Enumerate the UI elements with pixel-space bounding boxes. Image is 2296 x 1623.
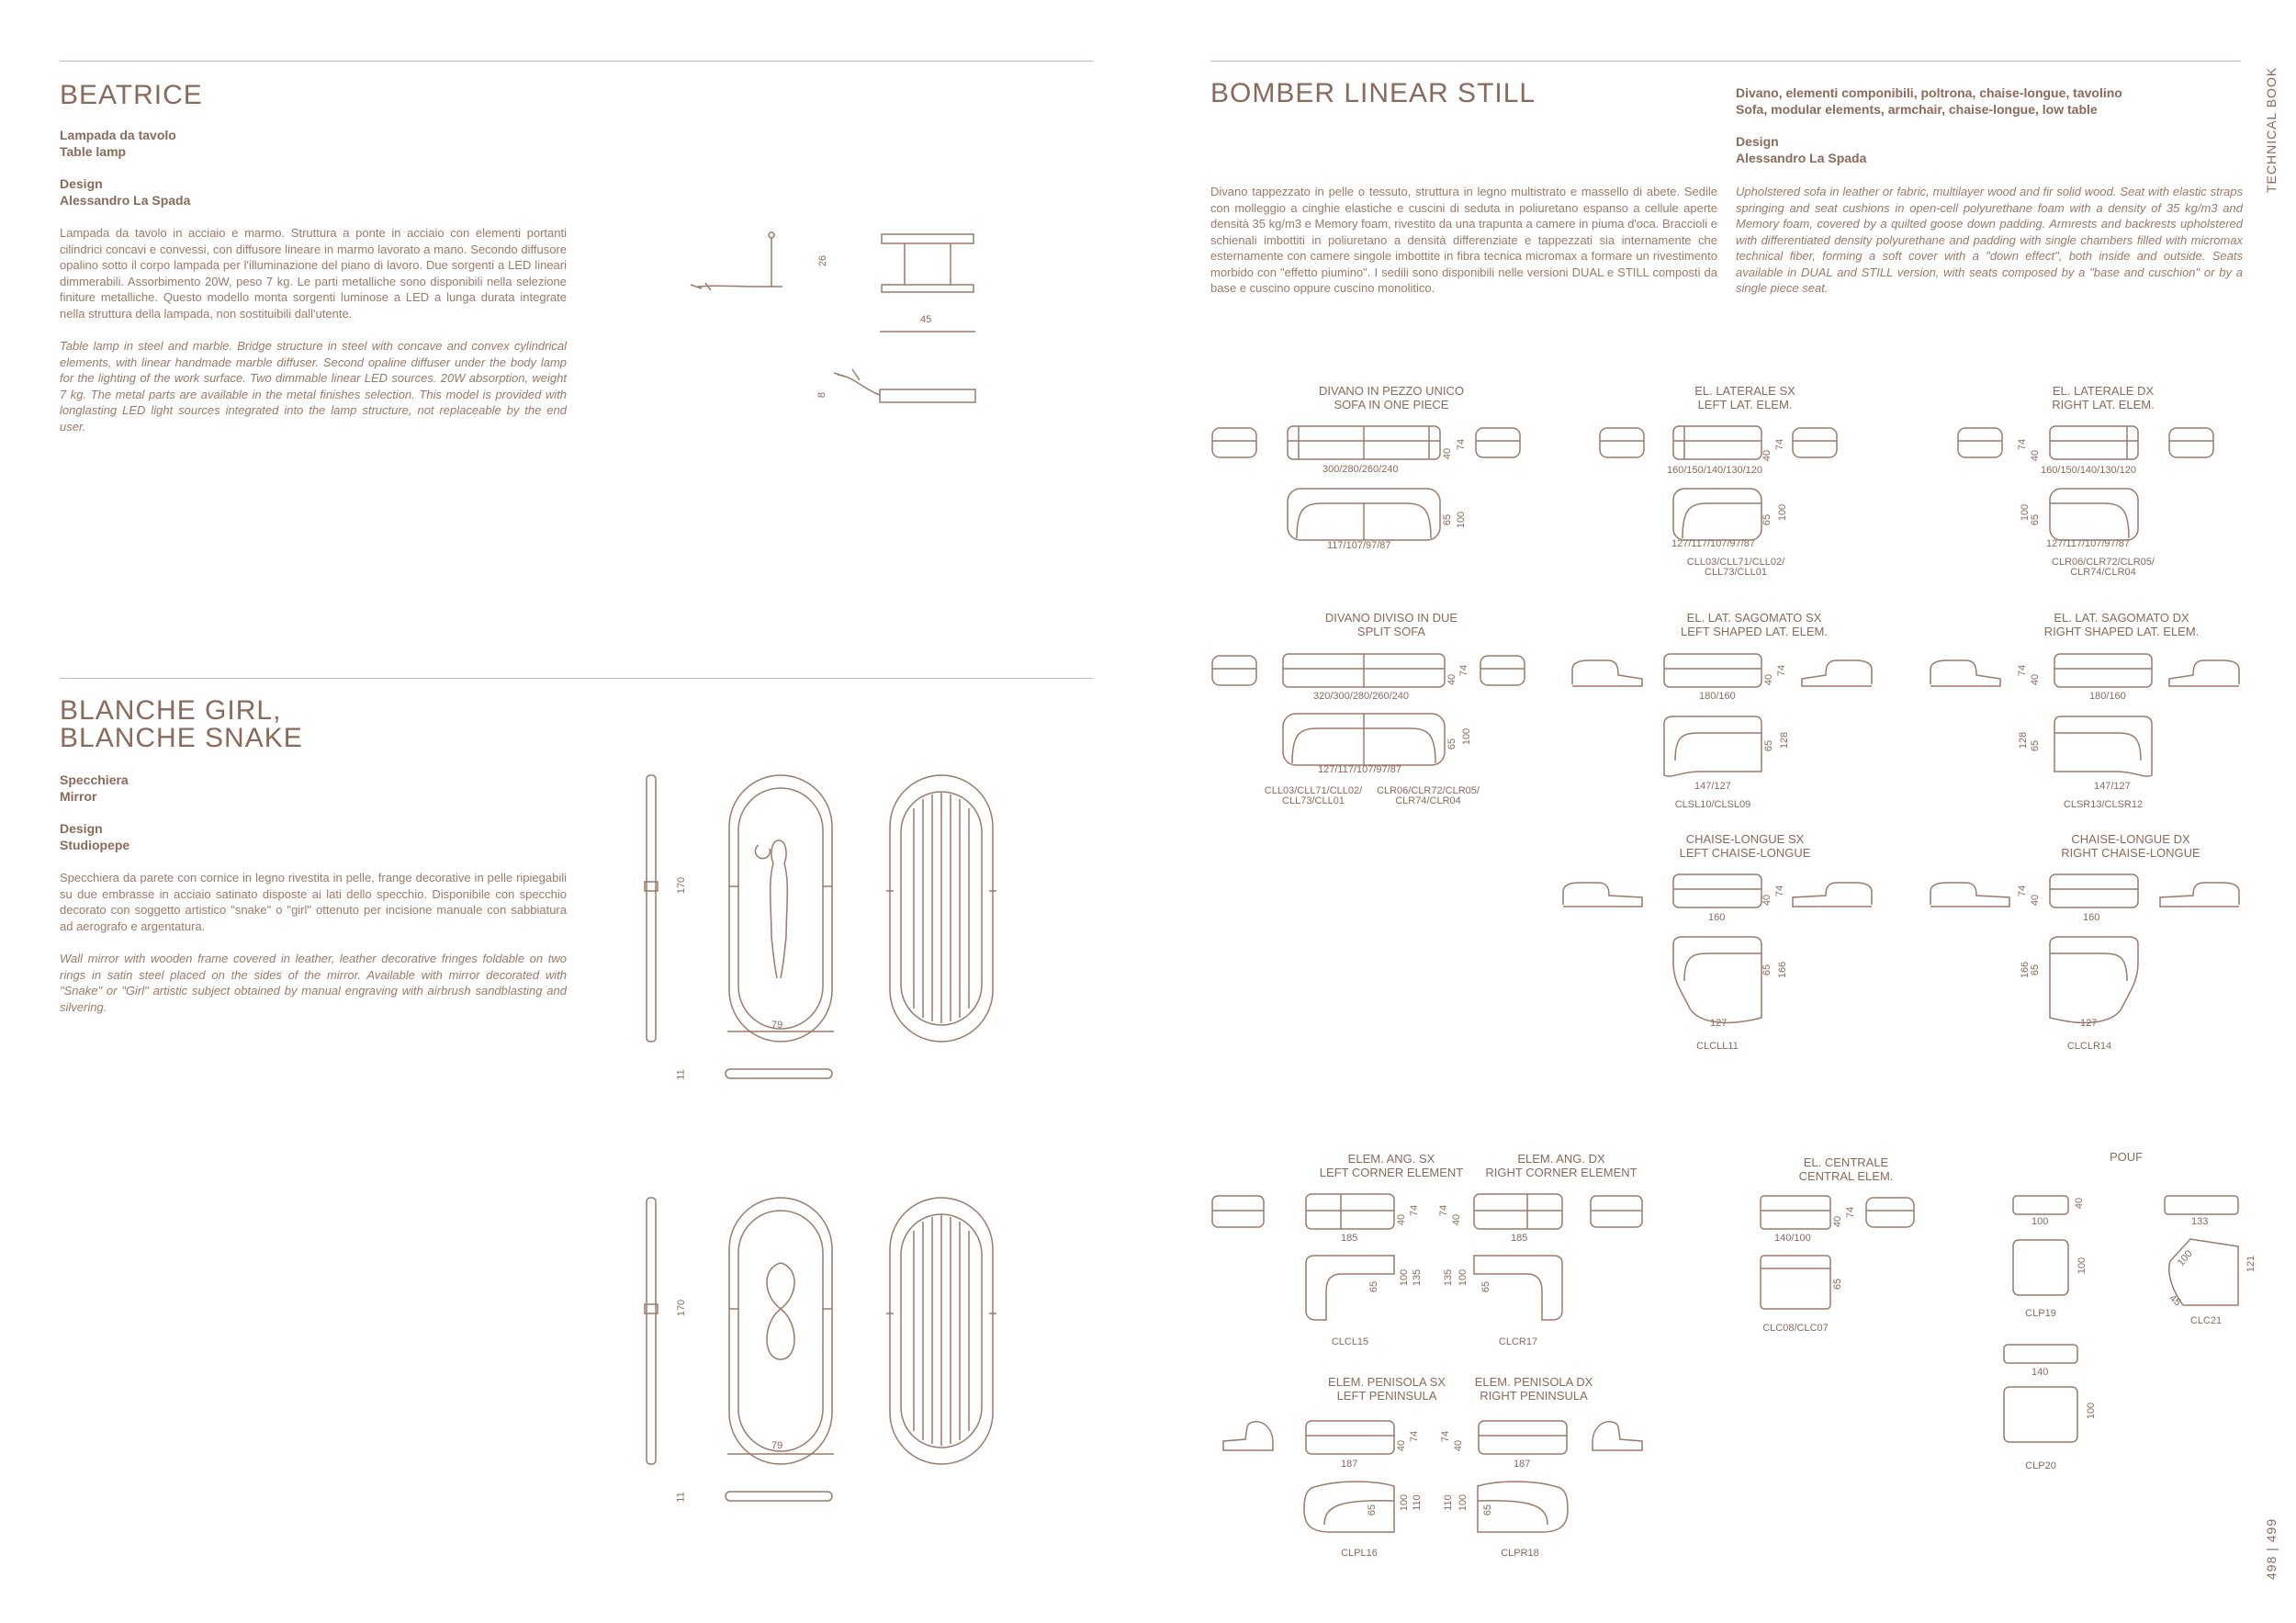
element-subtitle: LEFT LAT. ELEM. — [1697, 398, 1793, 411]
element-title: EL. CENTRALE — [1803, 1155, 1889, 1169]
beatrice-desc-it: Lampada da tavolo in acciaio e marmo. Struttura a ponte in acciaio con elementi portanti cilindrici concavi e convessi, con diffusore lineare in marmo lavorato a mano. Secondo diffusore opalino sotto il corpo lampada per l'illuminazione del piano di lavoro. Due sorgenti a LED lineari dimmerabili. Assorbimento 20W, peso 7 kg. Le parti metalliche sono disponibili nella selezione finiture metalliche. Questo modello monta sorgenti luminose a LED a lunga durata integrate nella struttura della lampada, non sostituibili dall'utente. — [60, 226, 567, 321]
chaise-dx-side — [1929, 877, 2011, 910]
depth-dim: 100 — [1399, 1268, 1411, 1287]
right-shaped-top — [2053, 715, 2154, 781]
element-title: EL. LAT. SAGOMATO DX — [2054, 611, 2189, 625]
right-lat-side-right — [2167, 424, 2215, 461]
pouf-square-side — [2011, 1194, 2070, 1216]
depth-dim: 65 — [1761, 964, 1773, 976]
chaise-dx-front — [2048, 873, 2140, 909]
depth-dim: 127 — [2080, 1018, 2098, 1029]
height-dim: 40 — [2030, 894, 2042, 907]
model-code: CLSL10/CLSL09 — [1674, 799, 1751, 810]
height-dim: 40 — [2030, 449, 2042, 462]
peninsula-dx-front — [1477, 1419, 1569, 1456]
element-title: ELEM. ANG. DX — [1517, 1152, 1605, 1166]
height-dim: 74 — [1776, 664, 1788, 677]
height-dim: 40 — [1451, 1213, 1463, 1226]
depth-dim: 65 — [1446, 738, 1458, 750]
mirror-snake-side — [643, 1194, 661, 1470]
depth-dim: 65 — [2030, 964, 2042, 976]
central-front — [1759, 1194, 1832, 1231]
blanche-title-1: BLANCHE GIRL, — [60, 695, 282, 726]
mirror-girl-height-dim: 170 — [676, 876, 688, 895]
middle-rule-left — [60, 678, 1093, 679]
left-lat-side-right — [1791, 424, 1839, 461]
width-dim: 160 — [2083, 912, 2100, 923]
depth-dim: 100 — [1456, 511, 1468, 529]
bomber-designer: Alessandro La Spada — [1736, 151, 1867, 165]
depth-dim: 65 — [1482, 1504, 1494, 1516]
blanche-design-label: Design — [60, 821, 103, 836]
sofa-one-piece-side-left — [1210, 424, 1258, 461]
model-code: CLP20 — [2025, 1460, 2056, 1471]
element-title: ELEM. PENISOLA SX — [1328, 1375, 1446, 1389]
depth-dim: 110 — [1411, 1494, 1423, 1511]
pouf-square-top — [2011, 1238, 2070, 1297]
model-code: CLR74/CLR04 — [2070, 567, 2136, 578]
element-subtitle: LEFT CHAISE-LONGUE — [1679, 846, 1811, 860]
beatrice-width-line — [880, 329, 975, 334]
mirror-snake-depth-dim: 11 — [675, 1492, 687, 1503]
width-dim: 160/150/140/130/120 — [1667, 465, 1762, 476]
peninsula-sx-side — [1221, 1419, 1277, 1456]
height-dim: 74 — [1438, 1204, 1450, 1217]
peninsula-sx-front — [1304, 1419, 1396, 1456]
element-subtitle: LEFT PENINSULA — [1336, 1389, 1437, 1403]
width-dim: 300/280/260/240 — [1322, 464, 1399, 475]
peninsula-sx-top — [1302, 1479, 1398, 1534]
beatrice-top-view — [827, 349, 983, 413]
model-code: CLC08/CLC07 — [1762, 1323, 1829, 1334]
beatrice-type-en: Table lamp — [60, 144, 127, 159]
right-lat-front — [2048, 424, 2140, 461]
depth-dim: 135 — [1412, 1268, 1424, 1287]
depth-dim: 65 — [1761, 513, 1773, 526]
mirror-snake-back — [886, 1194, 996, 1470]
corner-dx-side — [1589, 1192, 1644, 1231]
model-code: CLCL15 — [1331, 1336, 1369, 1347]
model-code: CLPR18 — [1501, 1548, 1539, 1559]
blanche-desc-en: Wall mirror with wooden frame covered in leather, leather decorative fringes foldable on two rings in satin steel placed on the sides of the mirror. Available with mirror decorated with "Snake" or "Girl" artistic subject obtained by manual engraving with airbrush sandblasting and silvering. — [60, 952, 567, 1014]
height-dim: 40 — [1396, 1439, 1408, 1452]
depth-dim: 166 — [1777, 961, 1789, 979]
bomber-type-it: Divano, elementi componibili, poltrona, chaise-longue, tavolino — [1736, 85, 2122, 100]
height-dim: 40 — [1761, 449, 1773, 462]
depth-dim: 100 — [2175, 1248, 2195, 1268]
split-sofa-top — [1281, 712, 1446, 767]
sofa-one-piece-front — [1286, 424, 1442, 461]
left-lat-side — [1598, 424, 1646, 461]
model-code: CLR74/CLR04 — [1395, 795, 1461, 806]
element-title: ELEM. PENISOLA DX — [1474, 1375, 1593, 1389]
beatrice-side-view — [680, 230, 799, 294]
element-title: DIVANO IN PEZZO UNICO — [1319, 384, 1464, 398]
right-shaped-side — [1929, 657, 2002, 690]
mirror-snake-top — [724, 1488, 834, 1506]
width-dim: 180/160 — [2089, 691, 2126, 702]
model-code: CLP19 — [2025, 1308, 2056, 1319]
left-shaped-side — [1570, 657, 1644, 690]
blanche-desc-it: Specchiera da parete con cornice in legno rivestita in pelle, frange decorative in pelle ripiegabili su due embrasse in acciaio satinato disposte ai lati dello specchio. Disponibile con specchio decorato con soggetto artistico "snake" o "girl" ottenuto per incisione manuale con sabbiatura ad aerografo e argentatura. — [60, 871, 567, 933]
depth-dim: 127/117/107/97/87 — [1671, 538, 1755, 549]
depth-dim: 100 — [1458, 1493, 1469, 1512]
split-sofa-front — [1281, 652, 1446, 689]
width-dim: 133 — [2191, 1216, 2209, 1227]
height-dim: 74 — [1456, 438, 1468, 451]
mirror-girl-back — [886, 772, 996, 1047]
beatrice-depth-dim: 8 — [816, 391, 828, 399]
model-code: CLC21 — [2189, 1315, 2223, 1326]
width-dim: 320/300/280/260/240 — [1313, 691, 1409, 702]
chaise-sx-side-right — [1791, 877, 1874, 910]
right-shaped-side-right — [2167, 657, 2241, 690]
depth-dim: 100 — [2077, 1257, 2088, 1275]
beatrice-desc-en: Table lamp in steel and marble. Bridge structure in steel with concave and convex cylindrical elements, with linear handmade marble diffuser. Second opaline diffuser under the body lamp for the lighting of the work surface. Two dimmable linear LED sources. 20W absorption, weight 7 kg. The metal parts are available in the metal finishes selection. This model is provided with longlasting LED light sources integrated into the lamp structure, not replaceable by the end user. — [60, 339, 567, 434]
central-side — [1864, 1194, 1916, 1231]
depth-dim: 65 — [2030, 513, 2042, 526]
height-dim: 74 — [1845, 1206, 1857, 1219]
corner-sx-front — [1304, 1192, 1396, 1231]
height-dim: 74 — [1409, 1430, 1421, 1443]
left-lat-top — [1671, 487, 1763, 542]
mirror-girl-side — [643, 772, 661, 1047]
width-dim: 185 — [1511, 1233, 1528, 1244]
width-dim: 180/160 — [1699, 691, 1736, 702]
bomber-desc-it: Divano tappezzato in pelle o tessuto, struttura in legno multistrato e massello di abete. Sedile con molleggio a cinghie elastiche e cuscini di seduta in poliuretano espanso a cellule aperte densità 35 kg/m3 e Memory foam, rivestito da una trapunta a camere in piuma d'oca. Braccioli e schienali imbottiti in poliuretano a densità differenziate e tappezzati sia internamente che esternamente con camere singole imbottite in fibra tecnica micromax a formare un rivestimento morbido con "effetto piumino". I sedili sono disponibili nelle versioni DUAL e STILL composti da base e cuscino oppure cuscino monolitico. — [1210, 185, 1717, 295]
chaise-dx-side-right — [2158, 877, 2241, 910]
depth-dim: 128 — [1779, 731, 1791, 750]
top-rule-left — [60, 61, 1093, 62]
depth-dim: 65 — [1480, 1280, 1492, 1293]
height-dim: 40 — [1442, 447, 1454, 460]
model-code: CLCLR14 — [2066, 1041, 2112, 1052]
sofa-one-piece-side-right — [1474, 424, 1522, 461]
element-title: EL. LATERALE SX — [1694, 384, 1795, 398]
mirror-snake-width-dim: 79 — [771, 1440, 783, 1451]
bomber-title: BOMBER LINEAR STILL — [1210, 78, 1536, 108]
depth-dim: 100 — [1461, 727, 1473, 746]
depth-dim: 100 — [1777, 503, 1789, 522]
element-subtitle: SPLIT SOFA — [1356, 625, 1426, 638]
depth-dim: 65 — [1442, 513, 1454, 526]
chaise-dx-top — [2048, 935, 2140, 1027]
depth-dim: 65 — [1832, 1278, 1844, 1291]
bomber-design-label: Design — [1736, 134, 1779, 149]
bomber-desc-en: Upholstered sofa in leather or fabric, multilayer wood and fir solid wood. Seat with elastic straps springing and seat cushions in open-cell polyurethane foam with a density of 35 kg/m3 and Memory foam, covered by a quilted goose down padding. Armrests and backrests upholstered with differentiated density polyurethane and padding with single chambers filled with micromax technical fiber, forming a soft cover with a "down effect", both inside and outside. Seats available in DUAL and STILL version, with seats composed by a "base and cuschion" or by a single piece seat. — [1736, 185, 2243, 295]
right-lat-top — [2048, 487, 2140, 542]
depth-dim: 127 — [1710, 1018, 1728, 1029]
height-dim: 40 — [1763, 673, 1775, 686]
height-dim: 74 — [1409, 1204, 1421, 1217]
depth-dim: 117/107/97/87 — [1327, 540, 1391, 551]
model-code: CLSR13/CLSR12 — [2063, 799, 2144, 810]
element-subtitle: RIGHT CORNER ELEMENT — [1485, 1166, 1638, 1179]
corner-sx-top — [1304, 1254, 1396, 1323]
height-dim: 74 — [1458, 664, 1470, 677]
width-dim: 185 — [1341, 1233, 1358, 1244]
left-shaped-top — [1662, 715, 1763, 781]
pouf-long-top — [2002, 1385, 2079, 1444]
depth-dim: 45 — [2167, 1292, 2183, 1309]
top-rule-right — [1210, 61, 2241, 62]
element-subtitle: LEFT SHAPED LAT. ELEM. — [1681, 625, 1828, 638]
page-numbers: 498 | 499 — [2264, 1517, 2279, 1580]
split-sofa-side-right — [1479, 652, 1526, 689]
beatrice-width-dim: 45 — [920, 314, 932, 325]
corner-sx-side — [1210, 1192, 1266, 1231]
depth-dim: 121 — [2245, 1255, 2257, 1273]
right-lat-side — [1956, 424, 2004, 461]
bomber-type-en: Sofa, modular elements, armchair, chaise-longue, low table — [1736, 102, 2098, 117]
model-code: CLL73/CLL01 — [1705, 567, 1767, 578]
depth-dim: 65 — [1763, 739, 1775, 752]
pouf-long-side — [2002, 1343, 2079, 1365]
depth-dim: 128 — [2018, 731, 2030, 750]
height-dim: 74 — [1440, 1430, 1452, 1443]
width-dim: 160 — [1708, 912, 1726, 923]
left-shaped-side-right — [1800, 657, 1874, 690]
element-subtitle: RIGHT CHAISE-LONGUE — [2061, 846, 2200, 860]
element-title: CHAISE-LONGUE SX — [1685, 832, 1805, 846]
width-dim: 160/150/140/130/120 — [2041, 465, 2136, 476]
element-subtitle: RIGHT PENINSULA — [1480, 1389, 1588, 1403]
height-dim: 40 — [2074, 1197, 2086, 1210]
depth-dim: 147/127 — [2094, 781, 2131, 792]
depth-dim: 100 — [1458, 1268, 1469, 1287]
height-dim: 74 — [2017, 438, 2029, 451]
model-code: CLL03/CLL71/CLL02/ — [1686, 557, 1785, 568]
depth-dim: 166 — [2020, 961, 2032, 979]
blanche-type-en: Mirror — [60, 789, 97, 804]
central-top — [1759, 1254, 1832, 1311]
mirror-girl-width-dim: 79 — [771, 1020, 783, 1031]
height-dim: 74 — [2017, 885, 2029, 897]
height-dim: 40 — [1761, 894, 1773, 907]
blanche-designer: Studiopepe — [60, 838, 130, 852]
height-dim: 40 — [2030, 673, 2042, 686]
mirror-snake-width-line — [727, 1451, 834, 1457]
blanche-type-it: Specchiera — [60, 772, 129, 787]
width-dim: 100 — [2032, 1216, 2049, 1227]
chaise-sx-front — [1671, 873, 1763, 909]
height-dim: 74 — [2017, 664, 2029, 677]
model-code: CLCR17 — [1498, 1336, 1538, 1347]
element-title: EL. LATERALE DX — [2052, 384, 2155, 398]
mirror-girl-depth-dim: 11 — [675, 1069, 687, 1080]
corner-dx-front — [1472, 1192, 1564, 1231]
element-title: ELEM. ANG. SX — [1347, 1152, 1435, 1166]
beatrice-height-dim: 26 — [817, 254, 829, 267]
mirror-snake-height-dim: 170 — [676, 1299, 688, 1317]
mirror-snake-front — [726, 1194, 836, 1470]
beatrice-title: BEATRICE — [60, 80, 203, 110]
height-dim: 40 — [1453, 1439, 1465, 1452]
width-dim: 187 — [1514, 1459, 1531, 1470]
mirror-girl-front — [726, 772, 836, 1047]
height-dim: 40 — [1832, 1215, 1844, 1228]
chaise-sx-top — [1671, 935, 1763, 1027]
element-subtitle: CENTRAL ELEM. — [1798, 1169, 1894, 1183]
width-dim: 140/100 — [1774, 1233, 1811, 1244]
element-title: POUF — [2109, 1150, 2144, 1164]
height-dim: 74 — [1774, 885, 1786, 897]
depth-dim: 110 — [1442, 1494, 1454, 1511]
depth-dim: 127/117/107/97/87 — [2046, 538, 2130, 549]
model-code: CLPL16 — [1341, 1548, 1378, 1559]
width-dim: 140 — [2032, 1367, 2049, 1378]
section-label: TECHNICAL BOOK — [2264, 66, 2279, 193]
beatrice-designer: Alessandro La Spada — [60, 193, 191, 208]
model-code: CLL03/CLL71/CLL02/ — [1264, 785, 1363, 796]
beatrice-front-view — [877, 230, 978, 294]
left-lat-front — [1671, 424, 1763, 461]
element-title: DIVANO DIVISO IN DUE — [1324, 611, 1458, 625]
depth-dim: 100 — [2086, 1402, 2098, 1420]
model-code: CLR06/CLR72/CLR05/ — [1377, 785, 1480, 796]
depth-dim: 127/117/107/97/87 — [1318, 764, 1401, 775]
element-title: EL. LAT. SAGOMATO SX — [1686, 611, 1822, 625]
left-shaped-front — [1662, 652, 1763, 689]
chaise-sx-side — [1561, 877, 1644, 910]
depth-dim: 65 — [2030, 739, 2042, 752]
width-dim: 187 — [1341, 1459, 1358, 1470]
element-subtitle: LEFT CORNER ELEMENT — [1319, 1166, 1464, 1179]
element-title: CHAISE-LONGUE DX — [2071, 832, 2190, 846]
split-sofa-side-left — [1210, 652, 1258, 689]
depth-dim: 135 — [1443, 1268, 1455, 1287]
beatrice-design-label: Design — [60, 176, 103, 191]
depth-dim: 65 — [1367, 1504, 1379, 1516]
sofa-one-piece-top — [1286, 487, 1442, 542]
element-subtitle: RIGHT LAT. ELEM. — [2052, 398, 2155, 411]
mirror-girl-top — [724, 1065, 834, 1084]
model-code: CLR06/CLR72/CLR05/ — [2052, 557, 2155, 568]
element-subtitle: SOFA IN ONE PIECE — [1334, 398, 1449, 411]
peninsula-dx-side — [1589, 1419, 1644, 1456]
right-shaped-front — [2053, 652, 2154, 689]
blanche-title-2: BLANCHE SNAKE — [60, 723, 303, 753]
depth-dim: 100 — [1399, 1493, 1411, 1512]
element-subtitle: RIGHT SHAPED LAT. ELEM. — [2043, 625, 2200, 638]
pouf-round-side — [2163, 1194, 2240, 1216]
depth-dim: 100 — [2020, 503, 2032, 522]
depth-dim: 147/127 — [1694, 781, 1731, 792]
depth-dim: 65 — [1368, 1280, 1380, 1293]
height-dim: 74 — [1774, 438, 1786, 451]
model-code: CLL73/CLL01 — [1282, 795, 1345, 806]
height-dim: 40 — [1396, 1213, 1408, 1226]
beatrice-type-it: Lampada da tavolo — [60, 128, 176, 142]
height-dim: 40 — [1446, 673, 1458, 686]
model-code: CLCLL11 — [1696, 1041, 1739, 1052]
